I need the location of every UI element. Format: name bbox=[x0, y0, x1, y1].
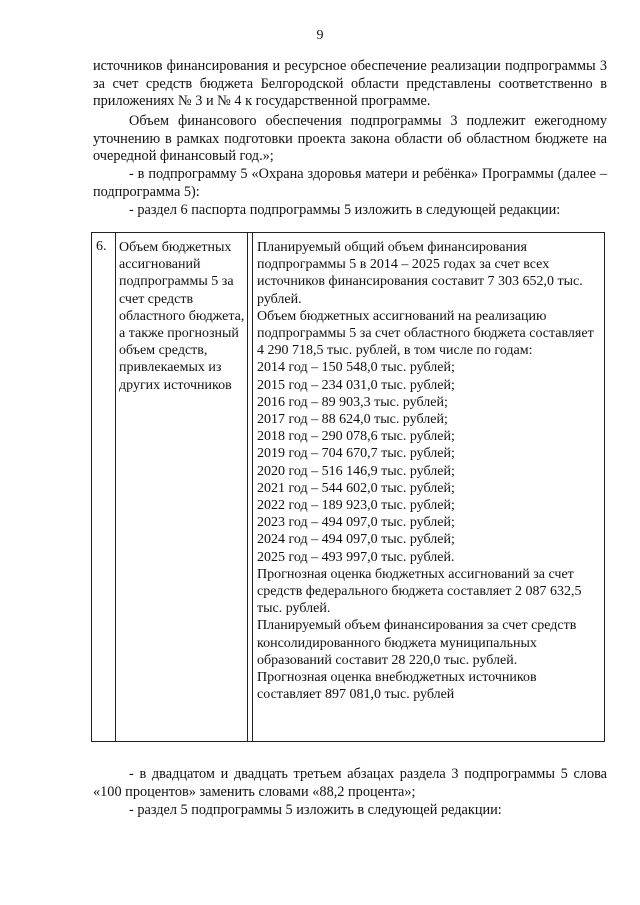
paragraph-subprogram5-intro: - в подпрограмму 5 «Охрана здоровья матери и ребёнка» Программы (далее – подпрограмма 5): bbox=[93, 166, 607, 200]
paragraph-section5-instruction: - раздел 5 подпрограммы 5 изложить в следующей редакции: bbox=[129, 802, 502, 818]
paragraph-section6-instruction: - раздел 6 паспорта подпрограммы 5 изложить в следующей редакции: bbox=[129, 202, 561, 218]
year-line: 2017 год – 88 624,0 тыс. рублей; bbox=[257, 412, 448, 428]
year-line: 2019 год – 704 670,7 тыс. рублей; bbox=[257, 446, 455, 462]
regional-budget-text: Объем бюджетных ассигнований на реализацию подпрограммы 5 за счет областного бюджета составляет 4 290 718,5 тыс. рублей, в том числе по годам: bbox=[257, 308, 594, 359]
year-line: 2015 год – 234 031,0 тыс. рублей; bbox=[257, 377, 455, 393]
passport-table bbox=[91, 232, 605, 742]
federal-budget-text: Прогнозная оценка бюджетных ассигнований за счет средств федерального бюджета составляет 2 087 632,5 тыс. рублей. bbox=[257, 566, 582, 617]
total-financing-text: Планируемый общий объем финансирования подпрограммы 5 в 2014 – 2025 годах за счет всех источников финансирования составит 7 303 652,0 тыс. рублей. bbox=[257, 240, 583, 307]
page-number: 9 bbox=[316, 28, 324, 43]
row-label: Объем бюджетных ассигнований подпрограммы 5 за счет средств областного бюджета, а также прогнозный объем средств, привлекаемых из других источников bbox=[119, 240, 245, 393]
year-line: 2020 год – 516 146,9 тыс. рублей; bbox=[257, 463, 455, 479]
table-divider bbox=[115, 233, 116, 741]
year-line: 2021 год – 544 602,0 тыс. рублей; bbox=[257, 480, 455, 496]
municipal-budget-text: Планируемый объем финансирования за счет средств консолидированного бюджета муниципальных образований составит 28 220,0 тыс. рублей. bbox=[257, 618, 577, 668]
row-content bbox=[257, 239, 602, 703]
row-number: 6. bbox=[96, 239, 107, 254]
paragraph-sources: источников финансирования и ресурсное обеспечение реализации подпрограммы 3 за счет средств бюджета Белгородской области представлены соответственно в приложениях № 3 и № 4 к государственной программе. bbox=[93, 58, 607, 109]
year-line: 2014 год – 150 548,0 тыс. рублей; bbox=[257, 360, 455, 376]
year-line: 2018 год – 290 078,6 тыс. рублей; bbox=[257, 429, 455, 445]
year-line: 2022 год – 189 923,0 тыс. рублей; bbox=[257, 498, 455, 514]
paragraph-financing-update: Объем финансового обеспечения подпрограммы 3 подлежит ежегодному уточнению в рамках подготовки проекта закона области об областном бюджете на очередной финансовый год.»; bbox=[93, 113, 607, 164]
year-line: 2025 год – 493 997,0 тыс. рублей. bbox=[257, 549, 455, 565]
extrabudget-text: Прогнозная оценка внебюджетных источников составляет 897 081,0 тыс. рублей bbox=[257, 670, 537, 703]
year-line: 2023 год – 494 097,0 тыс. рублей; bbox=[257, 515, 455, 531]
paragraph-replace-words: - в двадцатом и двадцать третьем абзацах раздела 3 подпрограммы 5 слова «100 процентов» заменить словами «88,2 процента»; bbox=[93, 766, 607, 800]
year-line: 2016 год – 89 903,3 тыс. рублей; bbox=[257, 394, 448, 410]
table-divider bbox=[252, 233, 253, 741]
table-divider bbox=[247, 233, 248, 741]
year-line: 2024 год – 494 097,0 тыс. рублей; bbox=[257, 532, 455, 548]
